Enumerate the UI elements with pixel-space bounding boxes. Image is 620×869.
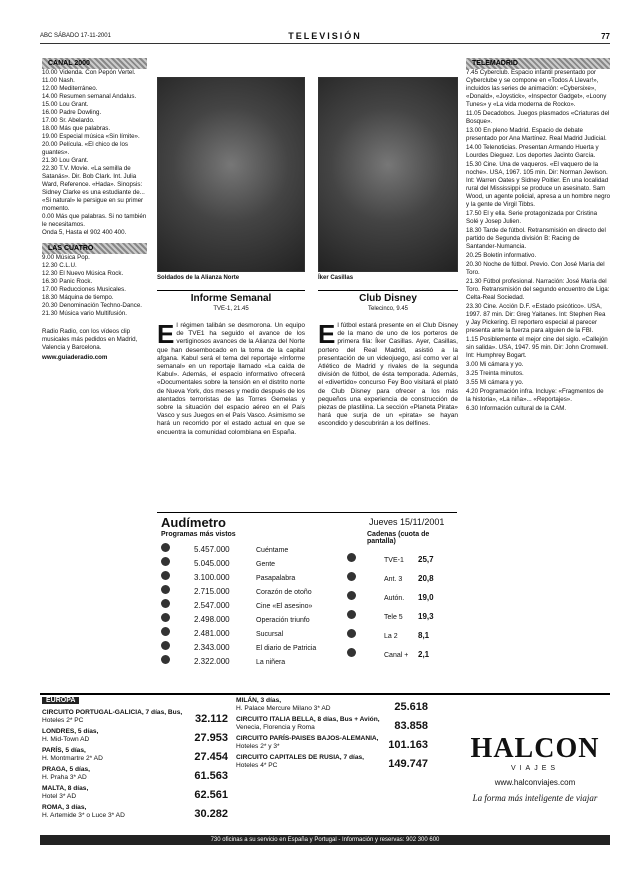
offer-price: 62.561 (194, 789, 228, 801)
channel-logo-icon (161, 585, 170, 594)
viewers-count: 2.715.000 (194, 587, 230, 596)
program-entry: 20.30 Noche de fútbol. Previo. Con José María del Toro. (466, 261, 605, 276)
offer-title: CIRCUITO ITALIA BELLA, 8 días, Bus + Avión, (236, 716, 380, 723)
offer-hotel: Hoteles 4* PC (236, 762, 278, 769)
channel-logo-icon (161, 641, 170, 650)
offer-price: 27.953 (194, 732, 228, 744)
program-entry: 14.00 Telenoticias. Presentan Armando Huerta y Lourdes Dieguez. Los deportes Jacinto García. (466, 144, 599, 159)
radio-note: Radio Radio, con los vídeos clip musicales más pedidos en Madrid, Valencia y Barcelona. (42, 328, 138, 351)
page-number: 77 (601, 32, 610, 41)
channel-row (347, 591, 434, 603)
program-name: Gente (256, 561, 276, 568)
offer-title: MILÁN, 3 días, (236, 697, 282, 704)
program-row (161, 571, 295, 583)
lascuatro-header: LAS CUATRO (42, 243, 147, 254)
offer-price: 149.747 (388, 758, 428, 770)
program-entry: 12.00 Mediterráneo. (42, 85, 98, 92)
channel-logo-icon (161, 543, 170, 552)
ad-offer (236, 716, 430, 732)
program-entry: 13.00 En pleno Madrid. Espacio de debate presentado por Ana Martínez. Real Madrid Judicial. (466, 127, 607, 142)
share-value: 8,1 (418, 631, 430, 640)
channel-logo-icon (347, 648, 356, 657)
ad-column-2 (236, 697, 430, 773)
offer-price: 27.454 (194, 751, 228, 763)
canal2000-header: CANAL 2000 (42, 58, 147, 69)
offer-title: CIRCUITO CAPITALES DE RUSIA, 7 días, (236, 754, 364, 761)
audimetro-box (157, 512, 457, 675)
brand-web[interactable]: www.halconviajes.com (494, 778, 576, 787)
channel-logo-icon (161, 599, 170, 608)
offer-hotel: Hotel 3* AD (42, 793, 77, 800)
section-title: TELEVISIÓN (288, 31, 362, 41)
telemadrid-header: TELEMADRID (466, 58, 610, 69)
story2-text: l fútbol estará presente en el Club Disney de la mano de uno de los porteros de primera fila: Íker Casillas. Ayer, Casillas, portero del Real Madrid, asistió a la presentación de un videojuego, así como ver al Atlético de Madrid y rivales de la segunda división de fútbol, de ésta temporada. Además, el «divertido» concurso Fey Boo visitará el plató de Club Disney para ofrecer a los más pequeños una experiencia de construcción de piezas de plastilina. La sección «Planeta Pirata» hará que surja de un «pirata» se hayan escondido y descubrirán a los delfines. (318, 322, 458, 428)
program-name: Pasapalabra (256, 575, 296, 582)
program-entry: 11.00 Nash. (42, 77, 75, 84)
program-name: Corazón de otoño (256, 589, 312, 596)
offer-price: 25.618 (394, 701, 428, 713)
share-value: 2,1 (418, 650, 430, 659)
offer-title: LONDRES, 5 días, (42, 728, 99, 735)
channel-logo-icon (161, 571, 170, 580)
ad-offer (42, 804, 230, 820)
offer-hotel: Hoteles 2* PC (42, 717, 84, 724)
program-entry: 21.30 Fútbol profesional. Narración: José María del Toro. Retransmisión del segundo encuentro de Liga: Celta-Real Sociedad. (466, 278, 610, 301)
program-row (161, 585, 312, 597)
program-entry: 23.30 Cine. Acción D.F. «Estado psicótico». USA, 1997. 87 min. Dir: Greg Yaitanes. Int: Stephen Rea y Jay Pickering. El reportero especial al parecer presenta ante la fuerza para alguien de la FBI. (466, 303, 606, 334)
channel-name: Tele 5 (384, 614, 403, 621)
offer-title: ROMA, 3 días, (42, 804, 87, 811)
lascuatro-list (42, 254, 147, 318)
channel-row (347, 610, 434, 622)
offer-title: PRAGA, 5 días, (42, 766, 91, 773)
program-row (161, 613, 310, 625)
share-value: 19,3 (418, 612, 434, 621)
program-name: El diario de Patricia (256, 645, 317, 652)
share-value: 20,8 (418, 574, 434, 583)
offer-hotel: H. Mid-Town AD (42, 736, 90, 743)
offer-title: CIRCUITO PARÍS-PAISES BAJOS-ALEMANIA, (236, 735, 379, 742)
ad-offer (236, 735, 430, 751)
channel-name: Ant. 3 (384, 576, 403, 583)
program-entry: 18.30 Máquina de tiempo. (42, 294, 114, 301)
channel-name: La 2 (384, 633, 398, 640)
brand-sub: VIAJES (510, 765, 560, 772)
story2-body (318, 322, 458, 507)
program-name: Cine «El asesino» (256, 603, 313, 610)
radio-url[interactable]: www.guiaderadio.com (42, 354, 108, 361)
program-row (161, 641, 316, 653)
channels-header: Cadenas (cuota de pantalla) (367, 531, 430, 545)
offer-hotel: Venecia, Florencia y Roma (236, 724, 315, 731)
channel-logo-icon (347, 610, 356, 619)
story1-title: Informe Semanal (157, 290, 305, 304)
viewers-count: 2.322.000 (194, 657, 230, 666)
program-entry: 17.00 Reducciones Musicales. (42, 286, 126, 293)
ad-offer (236, 754, 430, 770)
channel-logo-icon (161, 613, 170, 622)
story1-dropcap: E (157, 322, 175, 349)
program-entry: 21.30 Lou Grant. (42, 157, 89, 164)
program-entry: 17.50 El y ella. Serie protagonizada por Cristina Solé y Josep Julien. (466, 210, 598, 225)
program-entry: 6.30 Información cultural de la CAM. (466, 405, 567, 412)
channel-row (347, 553, 434, 565)
offer-price: 61.563 (194, 770, 228, 782)
offer-hotel: H. Artemide 3* o Luce 3* AD (42, 812, 125, 819)
program-entry: 20.30 Denominación Techno-Dance. (42, 302, 142, 309)
channel-name: Canal + (384, 652, 409, 659)
program-row (161, 557, 275, 569)
program-entry: 14.00 Resumen semanal Andalus. (42, 93, 137, 100)
program-entry: 18.00 Más que palabras. (42, 125, 111, 132)
viewers-count: 2.498.000 (194, 615, 230, 624)
program-row (161, 599, 312, 611)
share-value: 25,7 (418, 555, 434, 564)
audimetro-title: Audímetro (161, 515, 226, 530)
offer-hotel: H. Montmartre 2* AD (42, 755, 103, 762)
canal2000-list (42, 69, 147, 237)
program-entry: 16.00 Padre Dowling. (42, 109, 102, 116)
europa-label: EUROPA (42, 697, 79, 704)
left-column (42, 58, 147, 362)
program-entry: 16.30 Panic Rock. (42, 278, 93, 285)
ad-footer: 730 oficinas a su servicio en España y Portugal - Información y reservas: 902 300 600 (40, 835, 610, 845)
channel-name: TVE-1 (384, 557, 404, 564)
channel-logo-icon (161, 655, 170, 664)
soldiers-photo (157, 77, 305, 272)
channel-logo-icon (347, 553, 356, 562)
program-entry: 3.00 Mi cámara y yo. (466, 361, 524, 368)
program-entry: 12.30 El Nuevo Música Rock. (42, 270, 124, 277)
program-entry: 15.00 Lou Grant. (42, 101, 89, 108)
story2-channel: Telecinco, 9.45 (367, 306, 409, 312)
program-entry: 17.00 Sr. Abelardo. (42, 117, 95, 124)
channel-logo-icon (161, 557, 170, 566)
header-date: ABC SÁBADO 17-11-2001 (40, 33, 111, 39)
story2-title: Club Disney (318, 290, 458, 304)
brand-name: HALCON (470, 733, 600, 764)
viewers-count: 2.547.000 (194, 601, 230, 610)
offer-price: 83.858 (394, 720, 428, 732)
ad-offer (42, 747, 230, 763)
channel-logo-icon (161, 627, 170, 636)
program-entry: 18.30 Tarde de fútbol. Retransmisión en directo del partido de Segunda división B: Racing de Santander-Numancia. (466, 227, 606, 250)
program-entry: 4.20 Programación infra. Incluye: «Fragmentos de la historia», «La niña»... «Reportajes». (466, 388, 604, 403)
story1-text: l régimen talibán se desmorona. Un equipo de TVE1 ha seguido el avance de los vertiginosos avances de la Alianza del Norte que han desembocado en la toma de la capital afgana. Kabul será el tema del reportaje «Informe semanal» en un reportaje llamado «La caída de Kabul». Además, el espacio informativo ofrecerá «Documentales sobre la tensión en el distrito norte de Nueva York, dos meses y medio después de los atentados terroristas de las Torres Gemelas y sobre la situación del espacio aéreo en el País Vasco y sus Juegos en el País Vasco. Asimismo se hará un recorrido por el estado actual en que se encuentra la comunidad colombiana en España. (157, 322, 305, 436)
halcon-logo (460, 733, 610, 803)
viewers-count: 2.481.000 (194, 629, 230, 638)
channel-row (347, 629, 429, 641)
program-name: La niñera (256, 659, 286, 666)
channel-row (347, 648, 429, 660)
viewers-count: 3.100.000 (194, 573, 230, 582)
telemadrid-list (466, 69, 610, 413)
ad-offer (42, 709, 230, 725)
program-entry: 3.55 Mi cámara y yo. (466, 379, 524, 386)
casillas-caption: Íker Casillas (318, 275, 354, 281)
channel-logo-icon (347, 629, 356, 638)
offer-price: 32.112 (194, 713, 228, 725)
audimetro-date: Jueves 15/11/2001 (369, 517, 445, 527)
program-entry: 22.30 T.V. Movie. «La semilla de Satanás». Dir. Bob Clark. Int. Julia Ward, Reference. «Hada». Sinopsis: Sidney Clarke es una estudiante de... «Si natural» le persigue en su primer momento. (42, 165, 145, 212)
program-entry: Onda 5, Hasta el 902 400 400. (42, 229, 127, 236)
program-entry: 20.00 Película. «El chico de los guantes». (42, 141, 128, 156)
offer-title: CIRCUITO PORTUGAL-GALICIA, 7 días, Bus, (42, 709, 183, 716)
ad-offer (42, 766, 230, 782)
offer-title: PARÍS, 5 días, (42, 747, 86, 754)
right-column (466, 58, 610, 414)
story1-channel: TVE-1, 21.45 (213, 306, 249, 312)
program-entry: 11.05 Decadobos. Juegos plasmados «Criaturas del Bosque». (466, 110, 610, 125)
ad-offer (42, 728, 230, 744)
offer-hotel: H. Palace Mercure Milano 3* AD (236, 705, 331, 712)
ad-column-1 (42, 709, 230, 823)
program-name: Operación triunfo (256, 617, 310, 624)
share-value: 19,0 (418, 593, 434, 602)
soldiers-caption: Soldados de la Alianza Norte (157, 275, 240, 281)
story2-dropcap: E (318, 322, 336, 349)
program-entry: 9.00 Música Pop. (42, 254, 90, 261)
program-entry: 7.45 Cyberclub. Espacio infantil presentado por Cyberclube y se compone en «Todos A Llevar!», incluidos las series de animación: «Cybersixe», «Donald», «Joystick», «Inspector Gadget», «Loony Tunes» y «La vida moderna de Rocko». (466, 69, 607, 108)
channel-name: Autón. (384, 595, 405, 602)
casillas-photo (318, 77, 458, 272)
viewers-count: 5.457.000 (194, 545, 230, 554)
channel-logo-icon (347, 572, 356, 581)
program-entry: 19.00 Especial música «Sin límite». (42, 133, 140, 140)
offer-title: MALTA, 8 días, (42, 785, 89, 792)
program-entry: 10.00 Videnda. Con Pepón Vertel. (42, 69, 136, 76)
program-entry: 15.30 Cine. Una de vaqueros. «El vaquero de la noche». USA, 1967. 105 min. Dir: Norman Jewison. Int: Warren Oates y Sidney Poitier. En una localidad rural del Mississippi se produce un asesinato. Sam Wood, un agente policial, apresa a un hombre negro y la gente de Virgil Tibbs. (466, 161, 611, 208)
offer-hotel: H. Praha 3* AD (42, 774, 87, 781)
program-row (161, 627, 283, 639)
program-row (161, 543, 288, 555)
programs-header: Programas más vistos (161, 531, 236, 538)
program-entry: 21.30 Música vario Multifusión. (42, 310, 127, 317)
program-name: Cuéntame (256, 547, 289, 554)
channel-logo-icon (347, 591, 356, 600)
viewers-count: 2.343.000 (194, 643, 230, 652)
program-entry: 12.30 C.L.U. (42, 262, 77, 269)
ad-offer (236, 697, 430, 713)
channel-row (347, 572, 434, 584)
program-entry: 20.25 Boletín informativo. (466, 252, 537, 259)
brand-slogan: La forma más inteligente de viajar (472, 793, 598, 803)
program-entry: 0.00 Más que palabras. Si no también le necesitamos. (42, 213, 147, 228)
page-header (40, 30, 610, 44)
halcon-ad (40, 693, 610, 853)
viewers-count: 5.045.000 (194, 559, 230, 568)
offer-hotel: Hoteles 2* y 3* (236, 743, 280, 750)
offer-price: 30.282 (194, 808, 228, 820)
story1-body (157, 322, 305, 507)
program-row (161, 655, 285, 667)
program-entry: 3.25 Treinta minutos. (466, 370, 524, 377)
ad-offer (42, 785, 230, 801)
program-name: Sucursal (256, 631, 284, 638)
offer-price: 101.163 (388, 739, 428, 751)
program-entry: 1.15 Posiblemente el mejor cine del siglo. «Callejón sin salida». USA, 1947. 95 min. Dir: John Cromwell. Int: Humphrey Bogart. (466, 336, 609, 359)
